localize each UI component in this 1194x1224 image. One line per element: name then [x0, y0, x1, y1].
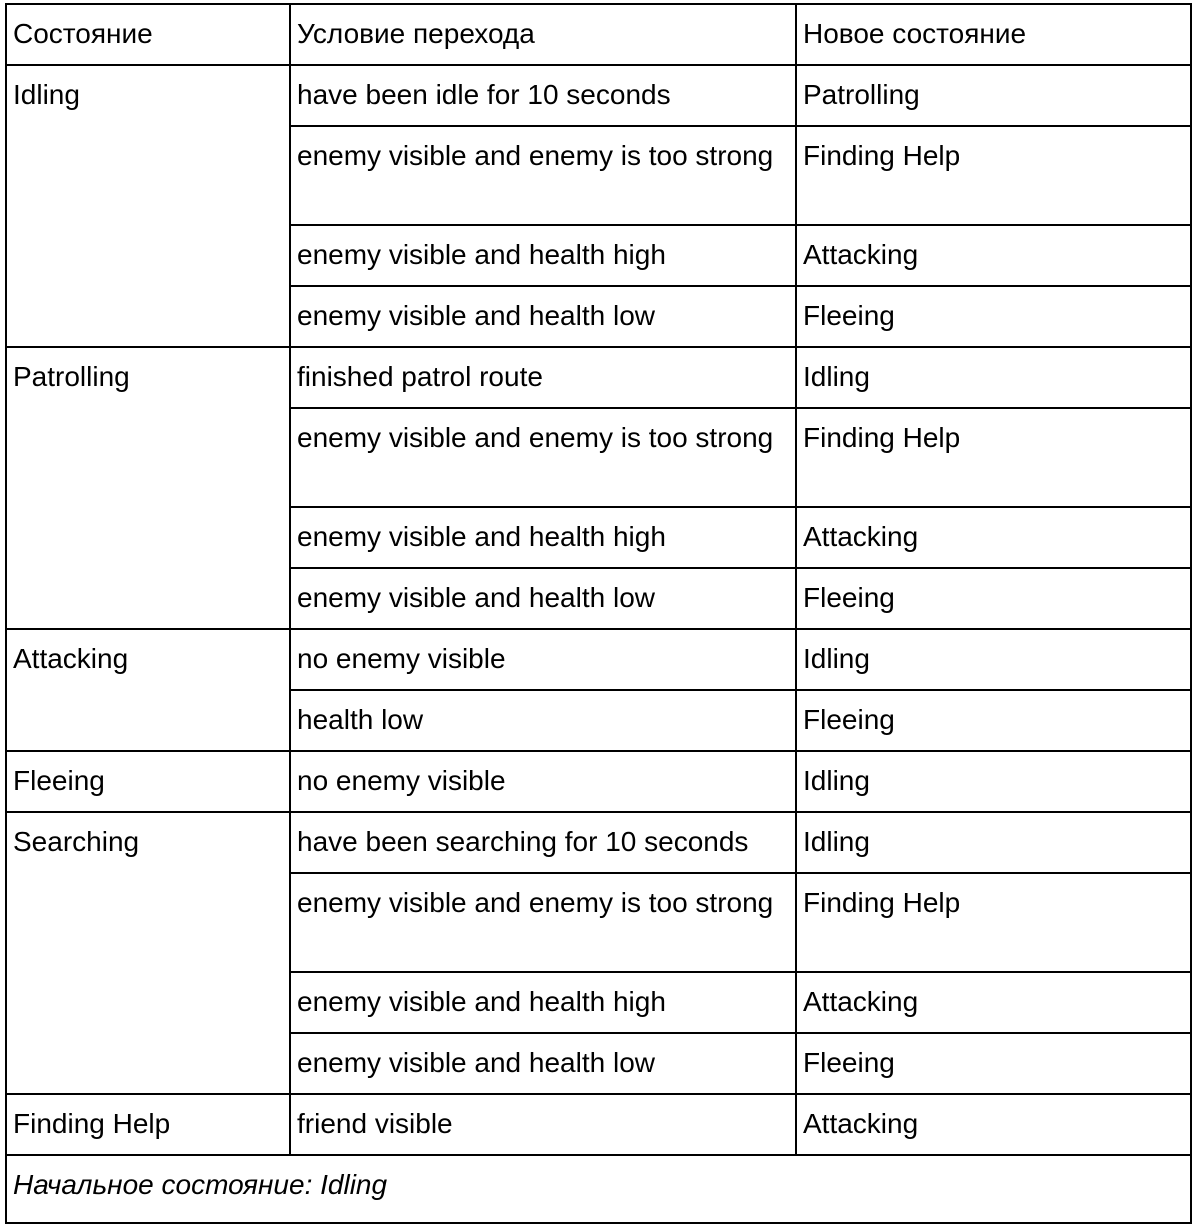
new-state-cell: Fleeing: [796, 1033, 1191, 1094]
table-row: [6, 347, 1191, 408]
initial-state-note: Начальное состояние: Idling: [6, 1155, 1191, 1223]
table-row: [6, 65, 1191, 126]
condition-cell: health low: [290, 690, 796, 751]
new-state-cell: Fleeing: [796, 286, 1191, 347]
new-state-cell: Attacking: [796, 507, 1191, 568]
condition-cell: enemy visible and health high: [290, 972, 796, 1033]
footer-row: [6, 1155, 1191, 1223]
new-state-cell: Idling: [796, 751, 1191, 812]
new-state-cell: Fleeing: [796, 568, 1191, 629]
table-row: [6, 629, 1191, 690]
new-state-cell: Idling: [796, 629, 1191, 690]
new-state-cell: Attacking: [796, 225, 1191, 286]
header-row: [6, 4, 1191, 65]
condition-cell: friend visible: [290, 1094, 796, 1155]
condition-cell: no enemy visible: [290, 751, 796, 812]
new-state-cell: Attacking: [796, 1094, 1191, 1155]
header-condition: Условие перехода: [290, 4, 796, 65]
condition-cell: have been searching for 10 seconds: [290, 812, 796, 873]
new-state-cell: Finding Help: [796, 873, 1191, 972]
state-cell: Fleeing: [6, 751, 290, 812]
state-cell: Attacking: [6, 629, 290, 751]
new-state-cell: Idling: [796, 347, 1191, 408]
table-row: [6, 751, 1191, 812]
condition-cell: have been idle for 10 seconds: [290, 65, 796, 126]
condition-cell: enemy visible and health low: [290, 286, 796, 347]
header-state: Состояние: [6, 4, 290, 65]
state-cell: Searching: [6, 812, 290, 1094]
condition-cell: enemy visible and health low: [290, 1033, 796, 1094]
condition-cell: enemy visible and health high: [290, 507, 796, 568]
condition-cell: finished patrol route: [290, 347, 796, 408]
condition-cell: enemy visible and health high: [290, 225, 796, 286]
new-state-cell: Finding Help: [796, 408, 1191, 507]
condition-cell: enemy visible and enemy is too strong: [290, 873, 796, 972]
condition-cell: enemy visible and enemy is too strong: [290, 408, 796, 507]
header-new-state: Новое состояние: [796, 4, 1191, 65]
new-state-cell: Attacking: [796, 972, 1191, 1033]
new-state-cell: Fleeing: [796, 690, 1191, 751]
new-state-cell: Idling: [796, 812, 1191, 873]
condition-cell: enemy visible and enemy is too strong: [290, 126, 796, 225]
new-state-cell: Patrolling: [796, 65, 1191, 126]
state-cell: Idling: [6, 65, 290, 347]
table-body: [6, 4, 1191, 1223]
table-row: [6, 1094, 1191, 1155]
table-row: [6, 812, 1191, 873]
new-state-cell: Finding Help: [796, 126, 1191, 225]
state-transition-table: [5, 3, 1192, 1224]
state-cell: Patrolling: [6, 347, 290, 629]
condition-cell: enemy visible and health low: [290, 568, 796, 629]
condition-cell: no enemy visible: [290, 629, 796, 690]
state-cell: Finding Help: [6, 1094, 290, 1155]
